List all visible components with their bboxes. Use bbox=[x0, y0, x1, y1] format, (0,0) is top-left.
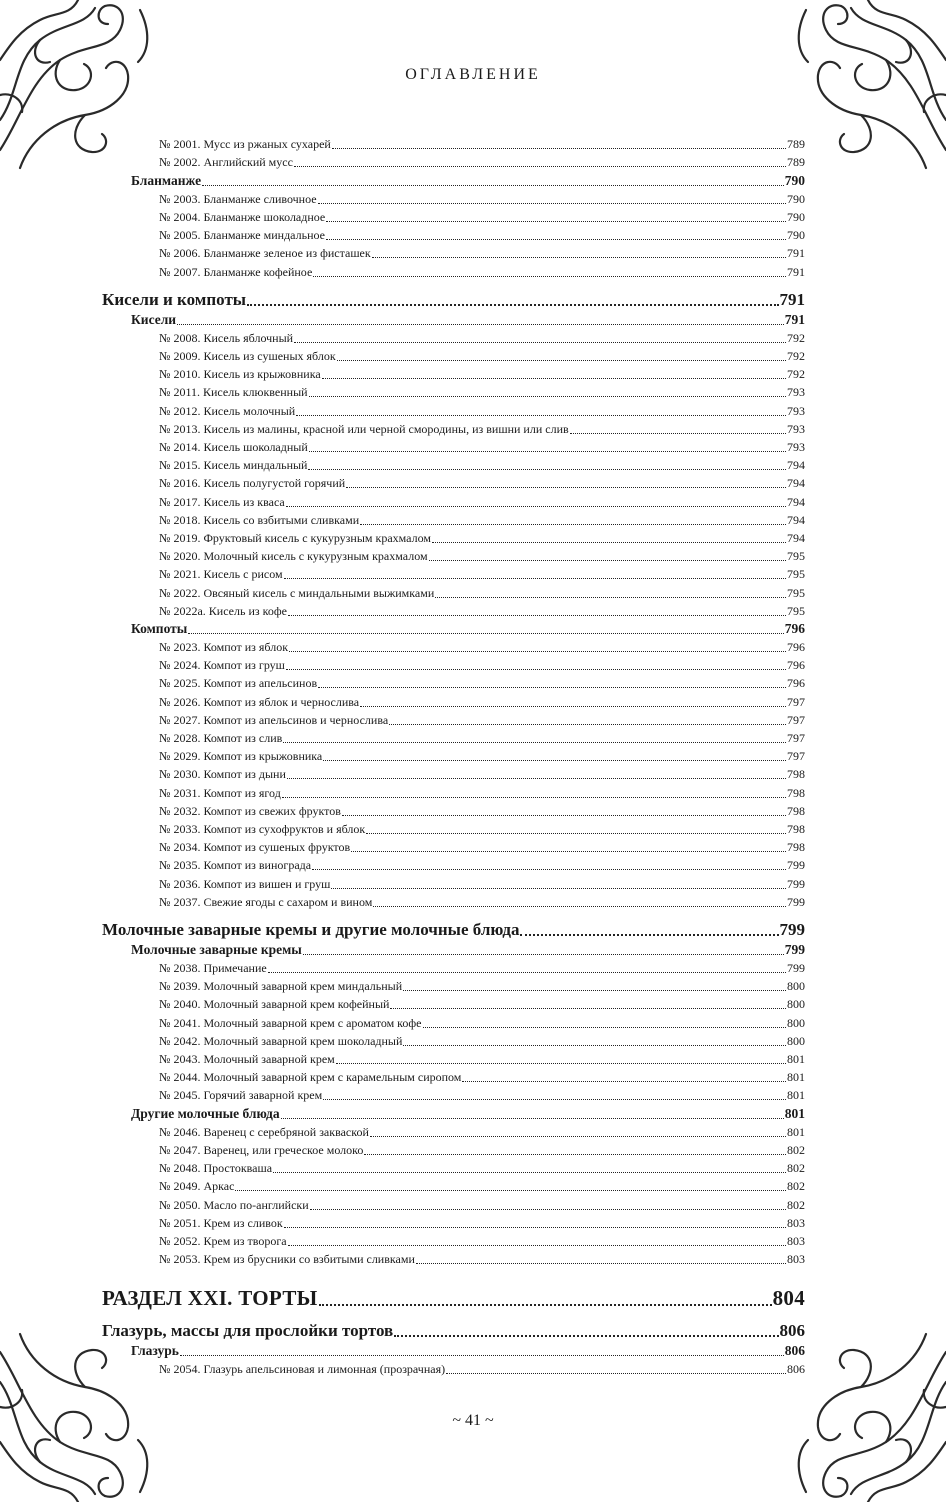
toc-page-number: 799 bbox=[779, 919, 805, 939]
toc-entry-row[interactable] bbox=[102, 802, 805, 820]
toc-page-number: 802 bbox=[787, 1197, 805, 1212]
dot-leader bbox=[435, 597, 786, 598]
toc-entry-row[interactable] bbox=[102, 820, 805, 838]
dot-leader bbox=[289, 651, 786, 652]
toc-entry-row[interactable] bbox=[102, 874, 805, 892]
toc-page-number: 797 bbox=[787, 712, 805, 727]
dot-leader bbox=[294, 166, 786, 167]
toc-entry-row[interactable] bbox=[102, 1214, 805, 1232]
dot-leader bbox=[284, 578, 786, 579]
toc-page-number: 795 bbox=[787, 567, 805, 582]
toc-entry-title: № 2024. Компот из груш bbox=[159, 658, 285, 673]
toc-page-number: 792 bbox=[787, 349, 805, 364]
toc-entry-row[interactable] bbox=[102, 135, 805, 153]
toc-entry-row[interactable] bbox=[102, 838, 805, 856]
toc-page-number: 791 bbox=[779, 289, 805, 309]
toc-sec-row[interactable] bbox=[102, 1320, 805, 1342]
toc-entry-row[interactable] bbox=[102, 1050, 805, 1068]
toc-page-number: 793 bbox=[787, 403, 805, 418]
toc-entry-row[interactable] bbox=[102, 262, 805, 280]
toc-page-number: 806 bbox=[784, 1343, 805, 1359]
toc-entry-title: № 2019. Фруктовый кисель с кукурузным крахмалом bbox=[159, 530, 431, 545]
toc-entry-row[interactable] bbox=[102, 329, 805, 347]
toc-sub-row[interactable] bbox=[102, 941, 805, 959]
toc-entry-row[interactable] bbox=[102, 1250, 805, 1268]
dot-leader bbox=[446, 1373, 786, 1374]
dot-leader bbox=[423, 1027, 787, 1028]
toc-page-number: 796 bbox=[787, 658, 805, 673]
dot-leader bbox=[287, 778, 786, 779]
dot-leader bbox=[283, 742, 786, 743]
toc-entry-row[interactable] bbox=[102, 401, 805, 419]
toc-entry-title: № 2036. Компот из вишен и груш bbox=[159, 876, 331, 891]
toc-entry-row[interactable] bbox=[102, 995, 805, 1013]
toc-entry-row[interactable] bbox=[102, 711, 805, 729]
toc-page-number: 795 bbox=[787, 603, 805, 618]
toc-page-number: 799 bbox=[787, 876, 805, 891]
toc-page-number: 790 bbox=[784, 172, 805, 188]
dot-leader bbox=[313, 276, 786, 277]
toc-page-number: 800 bbox=[787, 997, 805, 1012]
toc-entry-title: № 2006. Бланманже зеленое из фисташек bbox=[159, 246, 371, 261]
toc-entry-row[interactable] bbox=[102, 365, 805, 383]
toc-entry-row[interactable] bbox=[102, 638, 805, 656]
dot-leader bbox=[360, 524, 786, 525]
dot-leader bbox=[336, 1063, 786, 1064]
toc-entry-row[interactable] bbox=[102, 244, 805, 262]
dot-leader bbox=[326, 221, 786, 222]
toc-page-number: 797 bbox=[787, 731, 805, 745]
dot-leader bbox=[177, 324, 784, 325]
toc-entry-title: № 2028. Компот из слив bbox=[159, 731, 283, 745]
toc-entry-title: № 2027. Компот из апельсинов и чернослива bbox=[159, 712, 389, 727]
dot-leader bbox=[366, 833, 786, 834]
dot-leader bbox=[202, 185, 784, 186]
toc-page-number: 791 bbox=[787, 264, 805, 279]
toc-entry-title: № 2004. Бланманже шоколадное bbox=[159, 209, 326, 224]
toc-entry-row[interactable] bbox=[102, 674, 805, 692]
toc-entry-title: № 2052. Крем из творога bbox=[159, 1233, 287, 1248]
toc-page-number: 794 bbox=[787, 530, 805, 545]
toc-entry-title: № 2023. Компот из яблок bbox=[159, 640, 289, 655]
dot-leader bbox=[319, 1304, 772, 1306]
toc-entry-title: № 2053. Крем из брусники со взбитыми сливками bbox=[159, 1252, 415, 1267]
dot-leader bbox=[462, 1081, 786, 1082]
toc-entry-row[interactable] bbox=[102, 977, 805, 995]
dot-leader bbox=[286, 506, 786, 507]
toc-entry-row[interactable] bbox=[102, 1141, 805, 1159]
toc-entry-row[interactable] bbox=[102, 893, 805, 911]
toc-entry-title: № 2017. Кисель из кваса bbox=[159, 494, 285, 509]
toc-page-number: 799 bbox=[784, 941, 805, 957]
toc-page-number: 806 bbox=[779, 1321, 805, 1341]
toc-entry-title: № 2022а. Кисель из кофе bbox=[159, 603, 287, 618]
toc-entry-row[interactable] bbox=[102, 347, 805, 365]
toc-entry-row[interactable] bbox=[102, 420, 805, 438]
toc-entry-title: № 2003. Бланманже сливочное bbox=[159, 191, 317, 206]
toc-entry-title: № 2051. Крем из сливок bbox=[159, 1215, 283, 1230]
toc-page-number: 791 bbox=[784, 311, 805, 327]
toc-entry-title: № 2045. Горячий заварной крем bbox=[159, 1088, 323, 1103]
toc-page-number: 797 bbox=[787, 694, 805, 709]
toc-page-number: 790 bbox=[787, 209, 805, 224]
toc-entry-title: № 2001. Мусс из ржаных сухарей bbox=[159, 137, 331, 152]
toc-entry-title: № 2018. Кисель со взбитыми сливками bbox=[159, 512, 360, 527]
toc-entry-title: № 2044. Молочный заварной крем с карамельным сиропом bbox=[159, 1070, 462, 1085]
dot-leader bbox=[570, 433, 786, 434]
dot-leader bbox=[373, 906, 786, 907]
toc-entry-title: Кисели и компоты bbox=[102, 289, 247, 309]
toc-entry-row[interactable] bbox=[102, 729, 805, 747]
toc-entry-row[interactable] bbox=[102, 474, 805, 492]
toc-entry-title: № 2043. Молочный заварной крем bbox=[159, 1052, 335, 1066]
toc-entry-row[interactable] bbox=[102, 1123, 805, 1141]
toc-page-number: 792 bbox=[787, 330, 805, 345]
toc-page-number: 794 bbox=[787, 512, 805, 527]
dot-leader bbox=[294, 342, 786, 343]
toc-entry-title: № 2049. Аркас bbox=[159, 1179, 235, 1194]
toc-sub-row[interactable] bbox=[102, 1342, 805, 1360]
toc-page-number: 796 bbox=[787, 640, 805, 655]
dot-leader bbox=[403, 990, 786, 991]
dot-leader bbox=[403, 1045, 786, 1046]
toc-entry-title: № 2031. Компот из ягод bbox=[159, 785, 281, 800]
dot-leader bbox=[288, 1245, 786, 1246]
page-title: ОГЛАВЛЕНИЕ bbox=[405, 66, 541, 83]
toc-entry-row[interactable] bbox=[102, 1195, 805, 1213]
toc-page-number: 798 bbox=[787, 821, 805, 836]
dot-leader bbox=[235, 1190, 786, 1191]
dot-leader bbox=[312, 869, 786, 870]
toc-entry-row[interactable] bbox=[102, 602, 805, 620]
toc-entry-title: № 2034. Компот из сушеных фруктов bbox=[159, 840, 351, 855]
dot-leader bbox=[390, 1008, 786, 1009]
toc-entry-title: № 2021. Кисель с рисом bbox=[159, 567, 283, 582]
toc-page-number: 803 bbox=[787, 1215, 805, 1230]
toc-entry-title: Бланманже bbox=[131, 172, 202, 188]
toc-page-number: 796 bbox=[787, 676, 805, 691]
toc-entry-title: № 2008. Кисель яблочный bbox=[159, 330, 294, 345]
toc-entry-row[interactable] bbox=[102, 383, 805, 401]
toc-part-row[interactable] bbox=[102, 1285, 805, 1312]
dot-leader bbox=[318, 687, 786, 688]
toc-entry-row[interactable] bbox=[102, 583, 805, 601]
toc-page-number: 790 bbox=[787, 191, 805, 206]
dot-leader bbox=[273, 1172, 786, 1173]
toc-entry-title: № 2029. Компот из крыжовника bbox=[159, 749, 323, 764]
toc-sub-row[interactable] bbox=[102, 311, 805, 329]
toc-page-number: 794 bbox=[787, 476, 805, 491]
toc-page-number: 798 bbox=[787, 767, 805, 782]
dot-leader bbox=[342, 815, 786, 816]
toc-page-number: 790 bbox=[787, 228, 805, 243]
toc-entry-title: № 2041. Молочный заварной крем с ароматом кофе bbox=[159, 1015, 422, 1030]
dot-leader bbox=[364, 1154, 786, 1155]
toc-entry-row[interactable] bbox=[102, 1032, 805, 1050]
dot-leader bbox=[268, 972, 786, 973]
toc-entry-title: № 2016. Кисель полугустой горячий bbox=[159, 476, 346, 491]
toc-page-number: 802 bbox=[787, 1142, 805, 1157]
dot-leader bbox=[360, 706, 786, 707]
toc-page-number: 794 bbox=[787, 494, 805, 509]
dot-leader bbox=[296, 415, 786, 416]
toc-page-number: 804 bbox=[772, 1286, 805, 1311]
toc-page-number: 799 bbox=[787, 858, 805, 873]
dot-leader bbox=[318, 203, 786, 204]
toc-entry-title: № 2046. Варенец с серебряной закваской bbox=[159, 1124, 369, 1139]
toc-page-number: 801 bbox=[784, 1105, 805, 1121]
toc-sec-row[interactable] bbox=[102, 919, 805, 941]
toc-entry-row[interactable] bbox=[102, 692, 805, 710]
toc-page-number: 801 bbox=[787, 1088, 805, 1103]
toc-entry-row[interactable] bbox=[102, 959, 805, 977]
dot-leader bbox=[288, 615, 786, 616]
toc-entry-title: № 2013. Кисель из малины, красной или черной смородины, из вишни или слив bbox=[159, 421, 569, 436]
dot-leader bbox=[188, 633, 783, 634]
toc-entry-title: № 2038. Примечание bbox=[159, 961, 267, 976]
toc-entry-title: № 2054. Глазурь апельсиновая и лимонная (прозрачная) bbox=[159, 1362, 446, 1377]
toc-entry-row[interactable] bbox=[102, 492, 805, 510]
dot-leader bbox=[394, 1335, 778, 1337]
dot-leader bbox=[520, 934, 778, 936]
toc-entry-title: Кисели bbox=[131, 311, 177, 327]
toc-entry-row[interactable] bbox=[102, 547, 805, 565]
toc-entry-row[interactable] bbox=[102, 656, 805, 674]
toc-entry-title: № 2042. Молочный заварной крем шоколадный bbox=[159, 1033, 403, 1048]
dot-leader bbox=[429, 560, 786, 561]
toc-sub-row[interactable] bbox=[102, 171, 805, 189]
corner-ornament-top-right bbox=[786, 0, 946, 170]
toc-page-number: 799 bbox=[787, 894, 805, 909]
toc-entry-row[interactable] bbox=[102, 1068, 805, 1086]
toc-page-number: 792 bbox=[787, 367, 805, 382]
toc-entry-title: Молочные заварные кремы bbox=[131, 941, 302, 957]
toc-entry-row[interactable] bbox=[102, 747, 805, 765]
page-number: ~ 41 ~ bbox=[452, 1412, 494, 1429]
toc-page-number: 798 bbox=[787, 840, 805, 855]
toc-entry-title: № 2030. Компот из дыни bbox=[159, 767, 286, 782]
toc-entry-row[interactable] bbox=[102, 1360, 805, 1378]
toc-entry-row[interactable] bbox=[102, 1232, 805, 1250]
toc-entry-row[interactable] bbox=[102, 1159, 805, 1177]
toc-entry-row[interactable] bbox=[102, 208, 805, 226]
dot-leader bbox=[180, 1355, 784, 1356]
toc-page-number: 803 bbox=[787, 1252, 805, 1267]
toc-entry-row[interactable] bbox=[102, 226, 805, 244]
toc-entry-row[interactable] bbox=[102, 456, 805, 474]
toc-page-number: 802 bbox=[787, 1161, 805, 1176]
toc-page-number: 796 bbox=[784, 620, 805, 636]
toc-page-number: 793 bbox=[787, 421, 805, 436]
dot-leader bbox=[389, 724, 786, 725]
toc-entry-row[interactable] bbox=[102, 783, 805, 801]
toc-page-number: 800 bbox=[787, 979, 805, 994]
toc-entry-row[interactable] bbox=[102, 1086, 805, 1104]
toc-sec-row[interactable] bbox=[102, 289, 805, 311]
toc-page-number: 793 bbox=[787, 440, 805, 454]
dot-leader bbox=[308, 469, 786, 470]
toc-page-number: 793 bbox=[787, 385, 805, 400]
dot-leader bbox=[247, 304, 778, 306]
toc-entry-title: № 2012. Кисель молочный bbox=[159, 403, 296, 418]
toc-entry-row[interactable] bbox=[102, 153, 805, 171]
dot-leader bbox=[310, 1209, 786, 1210]
toc-entry-row[interactable] bbox=[102, 565, 805, 583]
dot-leader bbox=[416, 1263, 786, 1264]
dot-leader bbox=[282, 797, 786, 798]
toc-entry-title: Компоты bbox=[131, 620, 188, 636]
toc-entry-row[interactable] bbox=[102, 529, 805, 547]
dot-leader bbox=[372, 257, 786, 258]
toc-entry-row[interactable] bbox=[102, 856, 805, 874]
toc-entry-title: РАЗДЕЛ XXI. ТОРТЫ bbox=[102, 1286, 318, 1311]
toc-entry-title: № 2025. Компот из апельсинов bbox=[159, 676, 318, 691]
toc-page-number: 801 bbox=[787, 1052, 805, 1066]
dot-leader bbox=[346, 487, 786, 488]
toc-entry-row[interactable] bbox=[102, 511, 805, 529]
toc-entry-title: № 2020. Молочный кисель с кукурузным крахмалом bbox=[159, 549, 428, 564]
toc-page-number: 791 bbox=[787, 246, 805, 261]
toc-entry-title: № 2035. Компот из винограда bbox=[159, 858, 312, 873]
toc-page-number: 795 bbox=[787, 585, 805, 600]
toc-entry-title: № 2033. Компот из сухофруктов и яблок bbox=[159, 821, 366, 836]
toc-page-number: 799 bbox=[787, 961, 805, 976]
dot-leader bbox=[303, 954, 784, 955]
toc-entry-title: № 2026. Компот из яблок и чернослива bbox=[159, 694, 360, 709]
toc-entry-title: № 2022. Овсяный кисель с миндальными выжимками bbox=[159, 585, 435, 600]
dot-leader bbox=[281, 1118, 784, 1119]
toc-entry-title: № 2005. Бланманже миндальное bbox=[159, 228, 325, 243]
toc-entry-title: Молочные заварные кремы и другие молочные блюда bbox=[102, 919, 520, 939]
toc-entry-title: № 2009. Кисель из сушеных яблок bbox=[159, 349, 336, 364]
toc-entry-title: Глазурь, массы для прослойки тортов bbox=[102, 1321, 394, 1341]
toc-page-number: 789 bbox=[787, 155, 805, 170]
dot-leader bbox=[326, 239, 786, 240]
toc-entry-row[interactable] bbox=[102, 438, 805, 456]
toc-entry-row[interactable] bbox=[102, 1013, 805, 1031]
dot-leader bbox=[284, 1227, 786, 1228]
toc-page-number: 795 bbox=[787, 549, 805, 564]
toc-entry-title: Глазурь bbox=[131, 1343, 179, 1359]
dot-leader bbox=[370, 1136, 786, 1137]
toc-entry-title: № 2007. Бланманже кофейное bbox=[159, 264, 313, 279]
toc-entry-title: № 2047. Варенец, или греческое молоко bbox=[159, 1142, 364, 1157]
toc-entry-title: № 2032. Компот из свежих фруктов bbox=[159, 803, 341, 818]
dot-leader bbox=[322, 378, 786, 379]
toc-page-number: 789 bbox=[787, 137, 805, 152]
toc-page-number: 802 bbox=[787, 1179, 805, 1194]
toc-page-number: 798 bbox=[787, 785, 805, 800]
dot-leader bbox=[332, 148, 786, 149]
toc-entry-title: № 2014. Кисель шоколадный bbox=[159, 440, 308, 454]
dot-leader bbox=[337, 360, 786, 361]
toc-entry-title: № 2015. Кисель миндальный bbox=[159, 458, 308, 473]
toc-page-number: 798 bbox=[787, 803, 805, 818]
toc-sub-row[interactable] bbox=[102, 620, 805, 638]
toc-page-number: 797 bbox=[787, 749, 805, 764]
toc-entry-row[interactable] bbox=[102, 190, 805, 208]
toc-entry-title: № 2010. Кисель из крыжовника bbox=[159, 367, 321, 382]
dot-leader bbox=[323, 760, 786, 761]
dot-leader bbox=[286, 669, 786, 670]
dot-leader bbox=[331, 888, 786, 889]
dot-leader bbox=[432, 542, 786, 543]
toc-page-number: 794 bbox=[787, 458, 805, 473]
toc-page-number: 801 bbox=[787, 1124, 805, 1139]
toc-page-number: 803 bbox=[787, 1233, 805, 1248]
dot-leader bbox=[309, 451, 786, 452]
dot-leader bbox=[309, 396, 786, 397]
toc-entry-title: № 2011. Кисель клюквенный bbox=[159, 385, 308, 400]
toc-sub-row[interactable] bbox=[102, 1104, 805, 1122]
toc-entry-title: № 2048. Простокваша bbox=[159, 1161, 273, 1176]
toc-entry-row[interactable] bbox=[102, 1177, 805, 1195]
dot-leader bbox=[323, 1099, 786, 1100]
toc-entry-title: № 2039. Молочный заварной крем миндальный bbox=[159, 979, 403, 994]
toc-entry-title: Другие молочные блюда bbox=[131, 1105, 280, 1121]
toc-entry-title: № 2002. Английский мусс bbox=[159, 155, 293, 170]
toc-page-number: 800 bbox=[787, 1033, 805, 1048]
toc-entry-title: № 2037. Свежие ягоды с сахаром и вином bbox=[159, 894, 373, 909]
toc-entry-title: № 2040. Молочный заварной крем кофейный bbox=[159, 997, 390, 1012]
toc-entry-title: № 2050. Масло по-английски bbox=[159, 1197, 309, 1212]
toc-entry-row[interactable] bbox=[102, 765, 805, 783]
table-of-contents bbox=[102, 135, 805, 1378]
toc-page-number: 801 bbox=[787, 1070, 805, 1085]
toc-page-number: 806 bbox=[787, 1362, 805, 1377]
toc-page-number: 800 bbox=[787, 1015, 805, 1030]
dot-leader bbox=[351, 851, 786, 852]
